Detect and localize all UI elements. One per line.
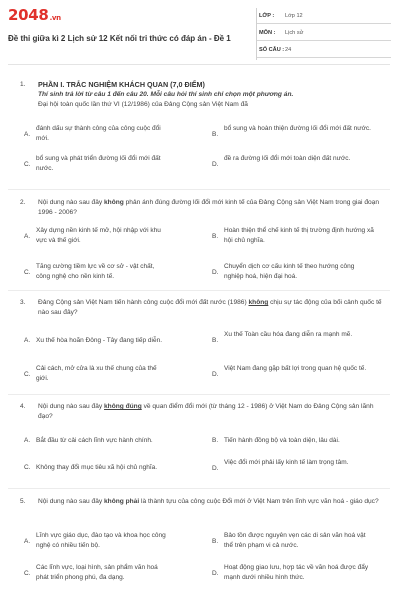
option-letter: B.: [212, 337, 219, 344]
option-letter: D.: [212, 570, 219, 577]
logo-text: 2048: [8, 6, 49, 24]
question-stem: Nội dung nào sau đây: [38, 498, 104, 505]
document-title: Đề thi giữa kì 2 Lịch sử 12 Kết nối tri thức có đáp án - Đề 1: [8, 34, 231, 43]
question-text: [38, 198, 384, 218]
question-number: 4.: [20, 403, 26, 410]
option-letter: A.: [24, 131, 31, 138]
option-text: Không thay đổi mục tiêu xã hội chủ nghĩa.: [36, 464, 158, 471]
option-text: Bắt đầu từ cải cách lĩnh vực hành chính.: [36, 437, 153, 444]
option-letter: C.: [24, 161, 31, 168]
option-text: Xu thế hòa hoãn Đông - Tây đang tiếp diễn.: [36, 337, 163, 344]
option-letter: D.: [212, 269, 219, 276]
meta-value: Lịch sử: [285, 30, 304, 36]
question-number: 2.: [20, 199, 26, 206]
option-text: Bảo tồn được nguyên vẹn các di sản văn hoá vật thể trên phạm vi cả nước.: [224, 532, 366, 549]
section-instruction: Thí sinh trả lời từ câu 1 đến câu 20. Mỗi câu hỏi thí sinh chỉ chọn một phương án.: [38, 91, 294, 98]
question-stem: Đảng Cộng sản Việt Nam tiến hành công cuộc đổi mới đất nước (1986): [38, 299, 249, 306]
option-text: bổ sung và hoàn thiện đường lối đổi mới đất nước.: [224, 125, 371, 132]
option-letter: B.: [212, 131, 219, 138]
question-text: [38, 298, 384, 318]
option-text: Tăng cường tiềm lực về cơ sở - vật chất, công nghệ cho nền kinh tế.: [36, 263, 155, 280]
option-letter: A.: [24, 233, 31, 240]
question-stem: Đại hội toàn quốc lần thứ VI (12/1986) của Đảng Cộng sản Việt Nam đã: [38, 101, 248, 108]
option-text: Hoàn thiện thể chế kinh tế thị trường định hướng xã hội chủ nghĩa.: [224, 227, 374, 244]
question-number: 3.: [20, 299, 26, 306]
meta-label: MÔN :: [259, 30, 276, 36]
option-text: bổ sung và phát triển đường lối đổi mới đất nước.: [36, 155, 161, 172]
option-letter: A.: [24, 437, 31, 444]
option-letter: D.: [212, 371, 219, 378]
option-text: Tiến hành đồng bộ và toàn diện, lâu dài.: [224, 437, 340, 444]
logo-suffix: .vn: [49, 14, 61, 22]
question-stem-end: chịu sự tác động của bối cảnh quốc tế nào sau đây?: [38, 299, 382, 316]
option-text: Xu thế Toàn cầu hóa đang diễn ra mạnh mẽ.: [224, 331, 353, 338]
meta-value: 24: [285, 47, 292, 53]
site-logo[interactable]: [8, 6, 61, 24]
question-number: 5.: [20, 498, 26, 505]
option-letter: C.: [24, 371, 31, 378]
option-letter: A.: [24, 337, 31, 344]
option-letter: A.: [24, 538, 31, 545]
question-keyword: không: [104, 199, 124, 206]
question-divider: [8, 290, 390, 291]
option-text: Hoạt động giao lưu, hợp tác về văn hoá được đẩy mạnh dưới nhiều hình thức.: [224, 564, 369, 581]
option-text: Chuyển dịch cơ cấu kinh tế theo hướng công nghiệp hoá, hiện đại hoá.: [224, 263, 355, 280]
question-keyword: không phải: [104, 498, 140, 505]
meta-info-table: [256, 8, 390, 60]
question-keyword: không đúng: [104, 403, 142, 410]
question-divider: [8, 394, 390, 395]
option-text: đánh dấu sự thành công của công cuộc đổi mới.: [36, 125, 161, 142]
option-letter: B.: [212, 437, 219, 444]
option-text: Việc đổi mới phải lấy kinh tế làm trọng tâm.: [224, 459, 349, 466]
option-text: Xây dựng nền kinh tế mở, hội nhập với khu vực và thế giới.: [36, 227, 161, 244]
question-stem-end: phản ánh đúng đường lối đổi mới kinh tế của Đảng Cộng sản Việt Nam trong giai đoạn 1996 - 2006?: [38, 199, 380, 216]
question-stem-end: về quan điểm đổi mới (từ tháng 12 - 1986) ở Việt Nam do Đảng Cộng sản lãnh đạo?: [38, 403, 374, 420]
option-letter: C.: [24, 464, 31, 471]
option-letter: D.: [212, 465, 219, 472]
option-letter: D.: [212, 161, 219, 168]
question-divider: [8, 189, 390, 190]
option-text: Lĩnh vực giáo dục, đào tạo và khoa học công nghệ có nhiều tiến bộ.: [36, 532, 166, 549]
question-stem: Nội dung nào sau đây: [38, 199, 104, 206]
meta-row-class: [257, 8, 391, 24]
section-title: PHẦN I. TRẮC NGHIỆM KHÁCH QUAN (7,0 ĐIỂM): [38, 80, 205, 89]
page-header: [0, 0, 400, 66]
option-letter: C.: [24, 269, 31, 276]
question-number: 1.: [20, 81, 26, 88]
option-text: Cải cách, mở cửa là xu thế chung của thế giới.: [36, 365, 157, 382]
option-text: Các lĩnh vực, loại hình, sản phẩm văn hoá phát triển phong phú, đa dạng.: [36, 564, 158, 581]
option-letter: C.: [24, 570, 31, 577]
question-stem: Nội dung nào sau đây: [38, 403, 104, 410]
question-keyword: không: [248, 299, 269, 306]
option-letter: B.: [212, 538, 219, 545]
meta-label: SỐ CÂU :: [259, 47, 285, 53]
question-stem-end: là thành tựu của công cuộc Đổi mới ở Việt Nam trên lĩnh vực văn hoá - giáo dục?: [139, 498, 379, 505]
option-text: Việt Nam đang gặp bất lợi trong quan hệ quốc tế.: [224, 365, 367, 372]
meta-value: Lớp 12: [285, 13, 303, 19]
header-divider: [8, 64, 390, 65]
option-text: đề ra đường lối đổi mới toàn diện đất nước.: [224, 155, 351, 162]
meta-row-subject: [257, 25, 391, 41]
question-divider: [8, 488, 390, 489]
option-letter: B.: [212, 233, 219, 240]
question-text: [38, 402, 384, 422]
meta-label: LỚP :: [259, 13, 275, 19]
meta-row-count: [257, 42, 391, 58]
question-text: [38, 497, 384, 507]
question-text: [38, 80, 384, 110]
